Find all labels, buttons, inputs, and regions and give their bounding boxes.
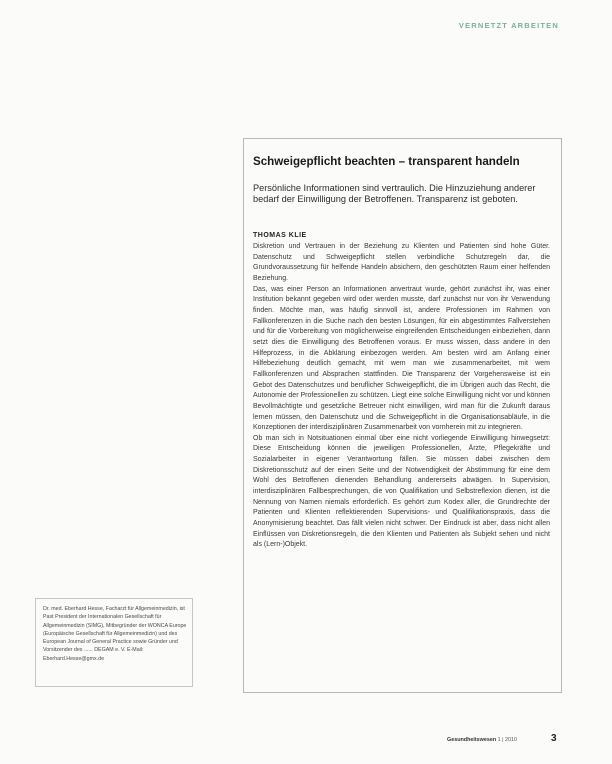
footer-journal xyxy=(447,737,517,743)
article-paragraph: Ob man sich in Notsituationen einmal über eine nicht vorliegende Einwilligung hinwegsetzt: Diese Entscheidung können die jeweiligen Professionellen, Ärzte, Pflegekräfte und Sozialarbeiter in eigener Verantwortung fällen. Sie müssen dabei zwischen dem Diskretionsschutz auf der einen Seite und der Notwendigkeit der Abstimmung für eine dem Wohl des Betroffenen dienenden Behandlung andererseits abwägen. In Supervision, interdisziplinären Fallbesprechungen, die von Qualifikation und Selbstreflexion dienen, ist die Nennung von Namen niemals erforderlich. Es gehört zum Kodex aller, die Grundrechte der Patienten und Klienten reflektierenden Supervisions- und Qualifikationspraxis, dass die Anonymisierung beachtet. Das fällt vielen nicht schwer. Der Eindruck ist aber, dass nicht allen Einflüssen von Diskretionsregeln, die den Klienten und Patienten als Subjekt sehen und nicht als (Lern-)Objekt. xyxy=(253,434,550,549)
article-lead: Persönliche Informationen sind vertraulich. Die Hinzuziehung anderer bedarf der Einwilligung der Betroffenen. Transparenz ist geboten. xyxy=(253,183,536,204)
author-bio-box xyxy=(35,598,193,687)
article-paragraph: Das, was einer Person an Informationen anvertraut wurde, gehört zunächst ihr, was einer Institution bekannt gegeben wird oder werden musste, darf zunächst nur von ihr Verwendung finden. Möchte man, was häufig sinnvoll ist, andere Professionen im Rahmen von Fallkonferenzen in die Suche nach den besten Lösungen, für ein abgestimmtes Fallverstehen und für die Vorbereitung von möglicherweise eingreifenden Entscheidungen einbeziehen, dann setzt dies die Einwilligung des Betroffenen voraus. Er muss wissen, dass andere in den Hilfeprozess, in die Abklärung einbezogen werden. Am besten wird am Anfang einer Hilfebeziehung deutlich gemacht, mit wem man wie zusammenarbeitet, mit wem Fallkonferenzen und Absprachen stattfinden. Die Transparenz der Vorgehensweise ist ein Gebot des Datenschutzes und beruflicher Schweigepflicht, die im Übrigen auch das Recht, die Autonomie der Professionellen zu schützen. Liegt eine solche Einwilligung nicht vor und können Bevollmächtigte und gesetzliche Betreuer nicht einwilligen, wird man für die Zukunft daraus lernen müssen, den Datenschutz und die Schweigepflicht in die Organisationsabläufe, in die Konzeptionen der interdisziplinären Zusammenarbeit von vornherein mit zu integrieren. xyxy=(253,285,550,432)
article-body xyxy=(253,242,550,551)
article-title: Schweigepflicht beachten – transparent handeln xyxy=(253,155,520,168)
author-bio-text: Dr. med. Eberhard Hesse, Facharzt für Allgemeinmedizin, ist Past President der Internationalen Gesellschaft für Allgemeinmedizin (SIMG), Mitbegründer der WONCA Europe (Europäische Gesellschaft für Allgemeinmedizin) und des European Journal of General Practice sowie Gründer und Vorsitzender des ...... DEGAM e. V. E-Mail: Eberhard.Hesse@gmx.de xyxy=(43,606,187,662)
section-tag: VERNETZT ARBEITEN xyxy=(458,21,559,30)
journal-name: Gesundheitswesen xyxy=(447,737,497,743)
page-number: 3 xyxy=(551,733,557,744)
article-paragraph: Diskretion und Vertrauen in der Beziehung zu Klienten und Patienten sind hohe Güter. Datenschutz und Schweigepflicht stellen verbindliche Schutzregeln dar, die Grundvoraussetzung für helfende Handeln absichern, den geschützten Raum einer helfenden Beziehung. xyxy=(253,243,550,282)
journal-issue: 1 | 2010 xyxy=(497,737,518,743)
article-author: THOMAS KLIE xyxy=(253,232,307,239)
